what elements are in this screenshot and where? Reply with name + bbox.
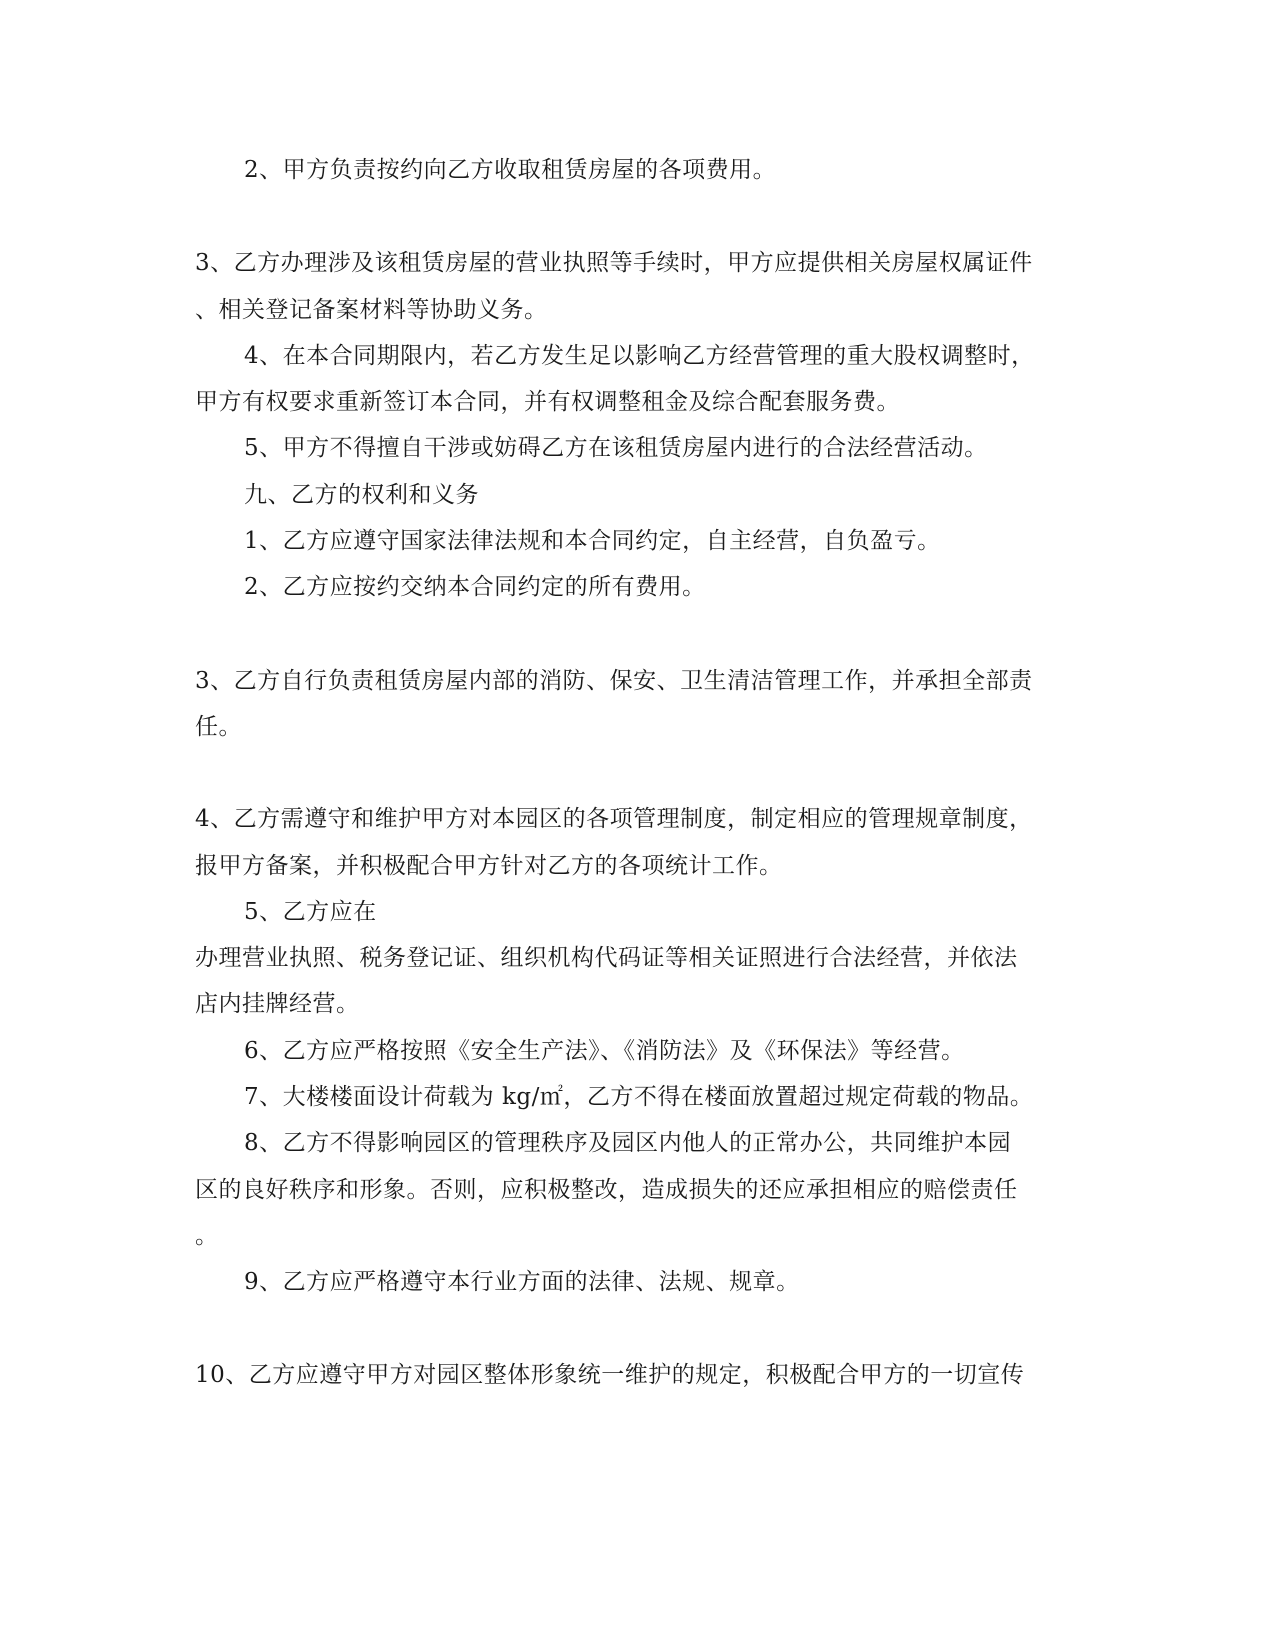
clause-line: 3、乙方办理涉及该租赁房屋的营业执照等手续时，甲方应提供相关房屋权属证件 xyxy=(195,250,1033,276)
clause-line: 10、乙方应遵守甲方对园区整体形象统一维护的规定，积极配合甲方的一切宣传 xyxy=(195,1362,1025,1388)
clause-line: 办理营业执照、税务登记证、组织机构代码证等相关证照进行合法经营，并依法 xyxy=(195,945,1018,971)
clause-line: 9、乙方应严格遵守本行业方面的法律、法规、规章。 xyxy=(244,1269,800,1295)
clause-line: 1、乙方应遵守国家法律法规和本合同约定，自主经营，自负盈亏。 xyxy=(244,528,941,554)
clause-line: 2、甲方负责按约向乙方收取租赁房屋的各项费用。 xyxy=(244,157,777,183)
clause-line: 6、乙方应严格按照《安全生产法》、《消防法》及《环保法》等经营。 xyxy=(244,1038,965,1064)
clause-line: 3、乙方自行负责租赁房屋内部的消防、保安、卫生清洁管理工作，并承担全部责 xyxy=(195,668,1033,694)
clause-line: 5、甲方不得擅自干涉或妨碍乙方在该租赁房屋内进行的合法经营活动。 xyxy=(244,435,988,461)
clause-line: 8、乙方不得影响园区的管理秩序及园区内他人的正常办公，共同维护本园 xyxy=(244,1130,1012,1156)
clause-line: 5、乙方应在 xyxy=(244,899,377,925)
clause-line: 任。 xyxy=(195,714,242,740)
clause-line: 甲方有权要求重新签订本合同，并有权调整租金及综合配套服务费。 xyxy=(195,389,900,415)
clause-line: 店内挂牌经营。 xyxy=(195,991,360,1017)
clause-line: 区的良好秩序和形象。否则，应积极整改，造成损失的还应承担相应的赔偿责任 xyxy=(195,1177,1018,1203)
clause-line: 、相关登记备案材料等协助义务。 xyxy=(195,297,548,323)
clause-line: 4、在本合同期限内，若乙方发生足以影响乙方经营管理的重大股权调整时， xyxy=(244,343,1035,369)
clause-line: 报甲方备案，并积极配合甲方针对乙方的各项统计工作。 xyxy=(195,853,783,879)
clause-line: 4、乙方需遵守和维护甲方对本园区的各项管理制度，制定相应的管理规章制度， xyxy=(195,806,1033,832)
section-heading: 九、乙方的权利和义务 xyxy=(244,482,479,508)
clause-line: 7、大楼楼面设计荷载为 kg/㎡，乙方不得在楼面放置超过规定荷载的物品。 xyxy=(244,1084,1034,1110)
clause-line: 2、乙方应按约交纳本合同约定的所有费用。 xyxy=(244,574,706,600)
clause-line: 。 xyxy=(195,1223,219,1249)
